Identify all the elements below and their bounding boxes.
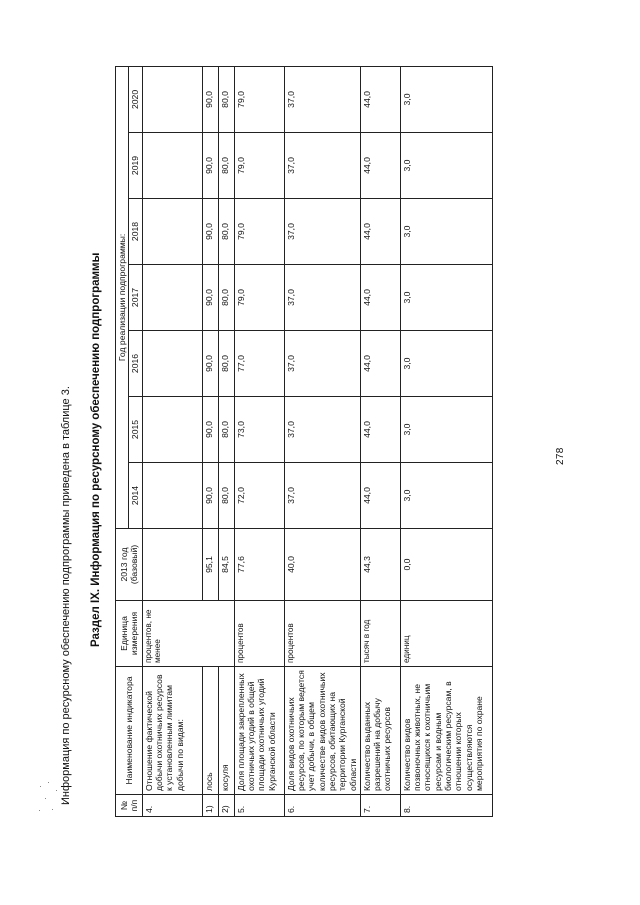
row-value: 37,0 xyxy=(284,463,360,529)
row-base: 44,3 xyxy=(360,529,400,601)
section-text: Информация по ресурсному обеспечению подпрограммы приведена в таблице 3. xyxy=(60,386,72,805)
row-value: 80,0 xyxy=(218,265,234,331)
row-value: 37,0 xyxy=(284,133,360,199)
row-no: 8. xyxy=(400,795,492,817)
table-row xyxy=(202,66,218,816)
row-value: 90,0 xyxy=(202,265,218,331)
row-value: 90,0 xyxy=(202,463,218,529)
row-base: 84,5 xyxy=(218,529,234,601)
row-value: 90,0 xyxy=(202,331,218,397)
section-title: Раздел IX. Информация по ресурсному обеспечению подпрограммы xyxy=(90,252,102,647)
row-value: 44,0 xyxy=(360,463,400,529)
row-no: 4. xyxy=(142,795,202,817)
header-year: 2018 xyxy=(129,199,142,265)
row-value: 80,0 xyxy=(218,331,234,397)
table-row xyxy=(400,66,492,816)
table-row xyxy=(218,66,234,816)
row-value: 79,0 xyxy=(234,133,284,199)
row-value xyxy=(142,463,202,529)
row-value: 44,0 xyxy=(360,265,400,331)
row-value: 80,0 xyxy=(218,199,234,265)
row-value: 79,0 xyxy=(234,265,284,331)
row-name: Доля площади закрепленных охотничьих угодий в общей площади охотничьих угодий Курганской области xyxy=(234,667,284,795)
row-no: 2) xyxy=(218,795,234,817)
row-base: 77,6 xyxy=(234,529,284,601)
row-base: 95,1 xyxy=(202,529,218,601)
header-year: 2019 xyxy=(129,133,142,199)
row-value: 90,0 xyxy=(202,66,218,132)
row-no: 6. xyxy=(284,795,360,817)
header-name: Наименование индикатора xyxy=(116,667,143,795)
row-name: Доля видов охотничьих ресурсов, по которым ведется учет добычи, в общем количестве видов охотничьих ресурсов, обитающих на территории Курганской области xyxy=(284,667,360,795)
row-value: 3,0 xyxy=(400,133,492,199)
header-year: 2015 xyxy=(129,397,142,463)
row-value: 79,0 xyxy=(234,199,284,265)
row-value: 44,0 xyxy=(360,331,400,397)
row-value: 37,0 xyxy=(284,66,360,132)
row-no: 5. xyxy=(234,795,284,817)
row-name: Отношение фактической добычи охотничьих ресурсов к установленным лимитам добычи по видам: xyxy=(142,667,202,795)
row-value: 37,0 xyxy=(284,265,360,331)
row-value: 37,0 xyxy=(284,331,360,397)
row-value: 44,0 xyxy=(360,199,400,265)
row-base: 0,0 xyxy=(400,529,492,601)
row-value: 3,0 xyxy=(400,199,492,265)
table-header-row xyxy=(116,66,129,816)
row-value: 37,0 xyxy=(284,397,360,463)
row-value: 3,0 xyxy=(400,66,492,132)
table-row xyxy=(360,66,400,816)
table-row xyxy=(234,66,284,816)
header-year: 2014 xyxy=(129,463,142,529)
row-unit: процентов xyxy=(234,601,284,667)
row-unit: единиц xyxy=(400,601,492,667)
row-value xyxy=(142,133,202,199)
row-value: 90,0 xyxy=(202,397,218,463)
header-unit: Единица измерения xyxy=(116,601,143,667)
row-value: 44,0 xyxy=(360,397,400,463)
row-base: 40,0 xyxy=(284,529,360,601)
header-base-year: 2013 год (базовый) xyxy=(116,529,143,601)
row-value: 79,0 xyxy=(234,66,284,132)
row-value: 80,0 xyxy=(218,397,234,463)
row-value: 3,0 xyxy=(400,265,492,331)
row-name: косуля xyxy=(218,667,234,795)
header-year: 2017 xyxy=(129,265,142,331)
row-value: 80,0 xyxy=(218,463,234,529)
row-base xyxy=(142,529,202,601)
table-row xyxy=(142,66,202,816)
page-number: 278 xyxy=(555,447,566,465)
row-value: 90,0 xyxy=(202,133,218,199)
row-value: 90,0 xyxy=(202,199,218,265)
header-no: № п/п xyxy=(116,795,143,817)
row-value xyxy=(142,66,202,132)
row-value: 37,0 xyxy=(284,199,360,265)
row-unit: процентов xyxy=(284,601,360,667)
row-no: 1) xyxy=(202,795,218,817)
row-unit: тысяч в год xyxy=(360,601,400,667)
row-value xyxy=(142,331,202,397)
header-year: 2016 xyxy=(129,331,142,397)
row-value: 77,0 xyxy=(234,331,284,397)
row-value: 44,0 xyxy=(360,133,400,199)
indicators-table xyxy=(115,66,493,817)
row-value: 73,0 xyxy=(234,397,284,463)
row-name: лось xyxy=(202,667,218,795)
header-years-group: Год реализации подпрограммы: xyxy=(116,66,129,528)
row-value xyxy=(142,265,202,331)
table-row xyxy=(284,66,360,816)
row-no: 7. xyxy=(360,795,400,817)
row-value xyxy=(142,397,202,463)
header-year: 2020 xyxy=(129,66,142,132)
row-value: 44,0 xyxy=(360,66,400,132)
row-name: Количество видов позвоночных животных, не относящихся к охотничьим ресурсам и водным биологическим ресурсам, в отношении которых осуществляются мероприятия по охране xyxy=(400,667,492,795)
row-value: 3,0 xyxy=(400,331,492,397)
row-value: 80,0 xyxy=(218,133,234,199)
row-value: 80,0 xyxy=(218,66,234,132)
row-value xyxy=(142,199,202,265)
row-value: 3,0 xyxy=(400,397,492,463)
row-value: 3,0 xyxy=(400,463,492,529)
row-name: Количество выданных разрешений на добычу охотничьих ресурсов xyxy=(360,667,400,795)
row-unit: процентов, не менее xyxy=(142,601,234,667)
row-value: 72,0 xyxy=(234,463,284,529)
